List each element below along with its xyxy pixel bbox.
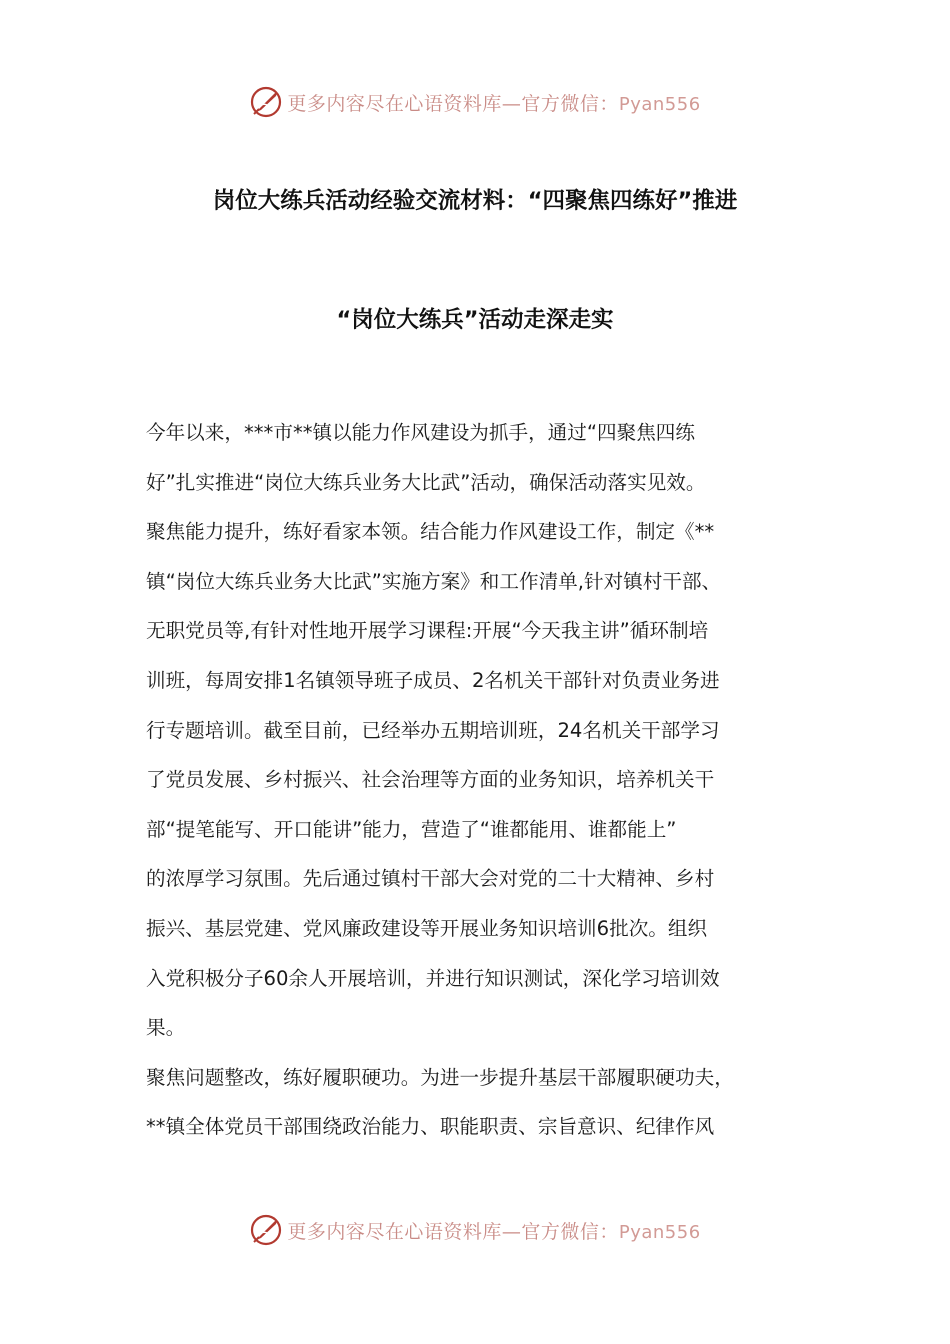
body-line: 振兴、基层党建、党风廉政建设等开展业务知识培训6批次。组织 (146, 916, 708, 940)
body-line: 了党员发展、乡村振兴、社会治理等方面的业务知识，培养机关干 (146, 768, 715, 792)
header-watermark (0, 82, 950, 122)
footer-watermark (0, 1210, 950, 1250)
body-line: 今年以来，***市**镇以能力作风建设为抓手，通过“四聚焦四练 (146, 421, 695, 444)
body-line: 行专题培训。截至目前，已经举办五期培训班，24名机关干部学习 (146, 718, 720, 742)
quill-logo-icon (249, 85, 283, 119)
document-body (146, 418, 811, 1162)
body-line: 果。 (146, 1016, 186, 1040)
document-title-line-1: 岗位大练兵活动经验交流材料：“四聚焦四练好”推进 (212, 188, 738, 214)
body-line: 聚焦问题整改，练好履职硬功。为进一步提升基层干部履职硬功夫， (146, 1065, 734, 1089)
watermark-wechat-id: Pyan556 (618, 93, 701, 115)
watermark-text (287, 89, 700, 116)
body-line: 聚焦能力提升，练好看家本领。结合能力作风建设工作，制定《** (146, 520, 715, 544)
body-line: 部“提笔能写、开口能讲”能力，营造了“谁都能用、谁都能上” (146, 817, 677, 841)
body-line: **镇全体党员干部围绕政治能力、职能职责、宗旨意识、纪律作风 (146, 1115, 715, 1139)
quill-logo-icon (249, 1213, 283, 1247)
document-title-line-2: “岗位大练兵”活动走深走实 (336, 307, 614, 333)
watermark-text-cn: 更多内容尽在心语资料库—官方微信： (287, 92, 619, 115)
body-line: 的浓厚学习氛围。先后通过镇村干部大会对党的二十大精神、乡村 (146, 867, 715, 891)
body-line: 入党积极分子60余人开展培训，并进行知识测试，深化学习培训效 (146, 966, 720, 990)
watermark-text-cn: 更多内容尽在心语资料库—官方微信： (287, 1220, 619, 1243)
body-line: 训班，每周安排1名镇领导班子成员、2名机关干部针对负责业务进 (146, 668, 720, 692)
body-line: 好”扎实推进“岗位大练兵业务大比武”活动，确保活动落实见效。 (146, 470, 706, 494)
body-line: 无职党员等,有针对性地开展学习课程:开展“今天我主讲”循环制培 (146, 619, 709, 643)
body-line: 镇“岗位大练兵业务大比武”实施方案》和工作清单,针对镇村干部、 (146, 569, 722, 593)
watermark-text (287, 1217, 700, 1244)
watermark-wechat-id: Pyan556 (618, 1221, 701, 1243)
